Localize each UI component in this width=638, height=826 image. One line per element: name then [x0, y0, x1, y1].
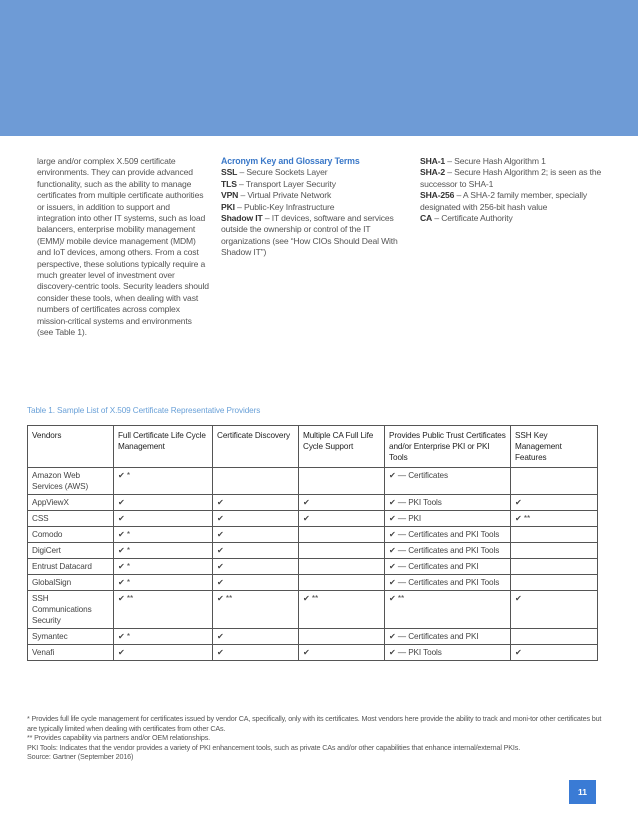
footnote: * Provides full life cycle management for certificates issued by vendor CA, specifically, only with its certificates. Most vendors here provide the ability to track and moni-tor other certificates but are typically limited when dealing with certificates from other CAs. [27, 714, 602, 733]
table-cell [511, 527, 598, 543]
body-paragraph: large and/or complex X.509 certificate environments. They can provide advanced functionality, such as the ability to manage certificates from multiple certificate authorities or issuers, in addition to support and integration into other IT systems, such as load balancers, enterprise mobility management (EMM)/ mobile device management (MDM) and IoT devices, among others. From a cost perspective, these solutions typically require a much greater level of investment over discovery-centric tools. Security leaders should consider these tools, when dealing with vast numbers of certificates across complex mission-critical systems and environments (see Table 1). [37, 156, 209, 338]
table-row [28, 575, 598, 591]
glossary-column-2 [420, 156, 605, 224]
table-cell [511, 543, 598, 559]
table-cell: ✔ * [114, 468, 213, 495]
table-cell: ✔ [299, 495, 385, 511]
table-cell: ✔ [114, 645, 213, 661]
table-cell: ✔ — Certificates and PKI [385, 559, 511, 575]
table-cell: ✔ [114, 511, 213, 527]
table-row [28, 495, 598, 511]
table-cell: ✔ [511, 591, 598, 629]
table-cell [511, 575, 598, 591]
table-cell: ✔ — Certificates and PKI [385, 629, 511, 645]
table-cell [299, 559, 385, 575]
vendor-name-cell: Amazon Web Services (AWS) [28, 468, 114, 495]
glossary-term: CA – Certificate Authority [420, 213, 513, 224]
glossary-term: Shadow IT – IT devices, software and services outside the ownership or control of the IT organizations (see “How CIOs Should Deal With Shadow IT”) [221, 213, 398, 258]
table-cell: ✔ [299, 511, 385, 527]
table-cell: ✔ — Certificates and PKI Tools [385, 543, 511, 559]
glossary-heading: Acronym Key and Glossary Terms [221, 156, 360, 166]
table-row [28, 527, 598, 543]
vendor-name-cell: SSH Communications Security [28, 591, 114, 629]
table-header-cell: Full Certificate Life Cycle Management [114, 426, 213, 468]
table-row [28, 629, 598, 645]
footnote: PKI Tools: Indicates that the vendor provides a variety of PKI enhancement tools, such as private CAs and/or other capabilities that enhance internal/external PKIs. [27, 742, 521, 752]
footnotes [27, 714, 603, 762]
header-banner [0, 0, 638, 136]
table-cell: ✔ [213, 645, 299, 661]
glossary-term: SSL – Secure Sockets Layer [221, 167, 328, 178]
vendor-name-cell: GlobalSign [28, 575, 114, 591]
vendor-name-cell: Venafi [28, 645, 114, 661]
table-cell: ✔ [213, 527, 299, 543]
table-cell: ✔ [114, 495, 213, 511]
table-cell: ✔ ** [114, 591, 213, 629]
table-cell: ✔ [511, 495, 598, 511]
table-cell: ✔ ** [511, 511, 598, 527]
table-cell: ✔ — PKI Tools [385, 645, 511, 661]
table-row [28, 543, 598, 559]
page-number-badge: 11 [569, 780, 596, 804]
footnote: ** Provides capability via partners and/or OEM relationships. [27, 733, 211, 743]
table-cell [511, 559, 598, 575]
table-row [28, 591, 598, 629]
table-cell: ✔ * [114, 575, 213, 591]
table-header-cell: SSH Key Management Features [511, 426, 598, 468]
table-cell: ✔ ** [299, 591, 385, 629]
table-cell: ✔ ** [385, 591, 511, 629]
table-row [28, 511, 598, 527]
glossary-term: TLS – Transport Layer Security [221, 178, 336, 189]
table-cell [299, 575, 385, 591]
table-cell: ✔ [213, 559, 299, 575]
table-cell: ✔ * [114, 629, 213, 645]
table-cell [299, 543, 385, 559]
table-cell: ✔ * [114, 543, 213, 559]
table-cell: ✔ ** [213, 591, 299, 629]
table-header-cell: Provides Public Trust Certificates and/or Enterprise PKI or PKI Tools [385, 426, 511, 468]
table-cell: ✔ — PKI Tools [385, 495, 511, 511]
glossary-term: SHA-256 – A SHA-2 family member, specially designated with 256-bit hash value [420, 190, 588, 212]
providers-table [27, 425, 598, 661]
table-cell: ✔ * [114, 527, 213, 543]
table-header-cell: Certificate Discovery [213, 426, 299, 468]
table-cell [299, 629, 385, 645]
glossary-term: SHA-2 – Secure Hash Algorithm 2; is seen as the successor to SHA-1 [420, 167, 602, 189]
table-cell: ✔ [213, 543, 299, 559]
vendor-name-cell: AppViewX [28, 495, 114, 511]
table-caption: Table 1. Sample List of X.509 Certificate Representative Providers [27, 406, 261, 415]
table-header-row [28, 426, 598, 468]
vendor-name-cell: Symantec [28, 629, 114, 645]
footnote: Source: Gartner (September 2016) [27, 752, 134, 762]
table-cell: ✔ [213, 575, 299, 591]
table-cell: ✔ — Certificates [385, 468, 511, 495]
glossary-term: PKI – Public-Key Infrastructure [221, 201, 335, 212]
glossary-term: VPN – Virtual Private Network [221, 190, 332, 201]
table-cell [511, 629, 598, 645]
table-cell: ✔ [511, 645, 598, 661]
table-cell: ✔ [299, 645, 385, 661]
table-cell [213, 468, 299, 495]
table-cell: ✔ [213, 511, 299, 527]
table-cell: ✔ — PKI [385, 511, 511, 527]
glossary-column-1 [221, 156, 406, 259]
body-text-column [37, 156, 209, 339]
table-header-cell: Multiple CA Full Life Cycle Support [299, 426, 385, 468]
table-cell [299, 468, 385, 495]
table-row [28, 468, 598, 495]
vendor-name-cell: CSS [28, 511, 114, 527]
table-cell: ✔ — Certificates and PKI Tools [385, 527, 511, 543]
table-cell [299, 527, 385, 543]
vendor-name-cell: Entrust Datacard [28, 559, 114, 575]
table-cell: ✔ [213, 629, 299, 645]
table-cell: ✔ — Certificates and PKI Tools [385, 575, 511, 591]
table-row [28, 645, 598, 661]
vendor-name-cell: DigiCert [28, 543, 114, 559]
vendor-name-cell: Comodo [28, 527, 114, 543]
table-row [28, 559, 598, 575]
table-cell [511, 468, 598, 495]
glossary-term: SHA-1 – Secure Hash Algorithm 1 [420, 156, 546, 166]
table-header-cell: Vendors [28, 426, 114, 468]
table-cell: ✔ [213, 495, 299, 511]
table-cell: ✔ * [114, 559, 213, 575]
